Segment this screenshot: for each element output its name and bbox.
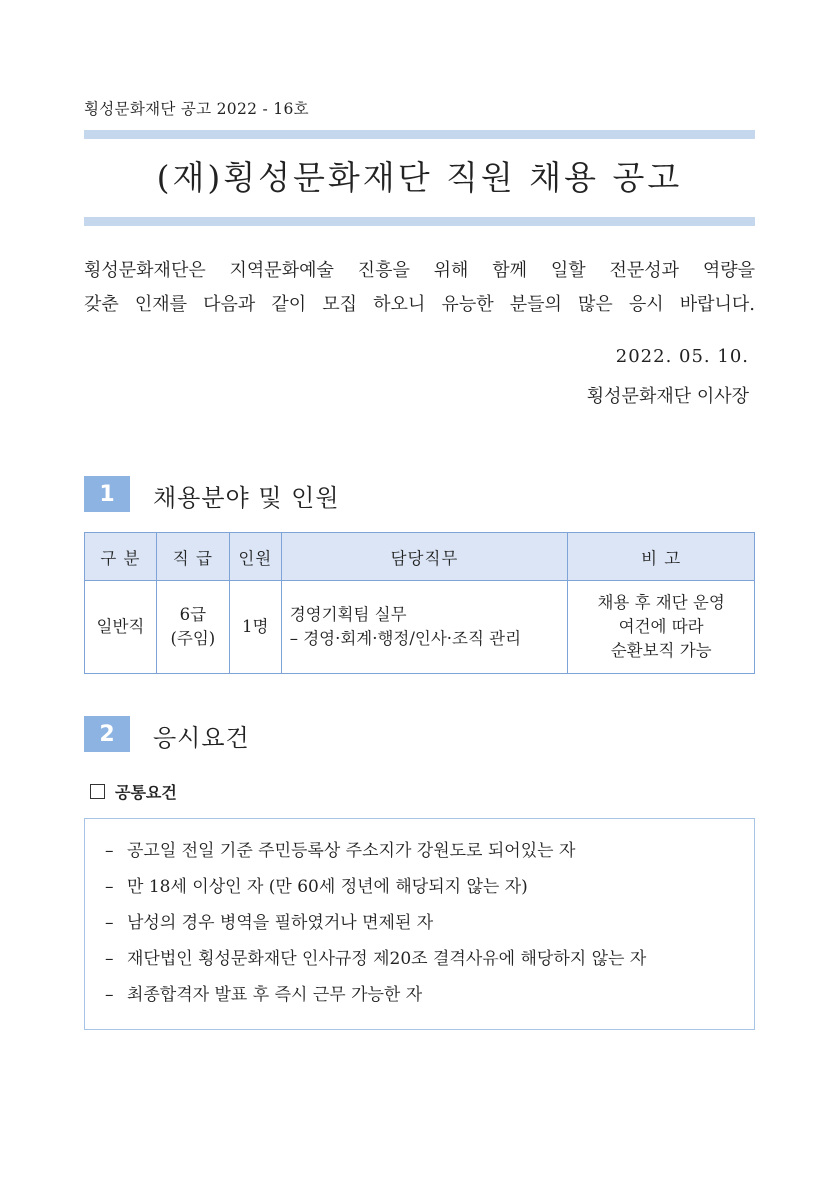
duty-line-1: 경영기획팀 실무: [289, 605, 407, 624]
dash-icon: –: [105, 913, 114, 933]
requirement-text: 재단법인 횡성문화재단 인사규정 제20조 결격사유에 해당하지 않는 자: [127, 949, 647, 969]
requirement-text: 공고일 전일 기준 주민등록상 주소지가 강원도로 되어있는 자: [127, 841, 576, 861]
header-category: 구 분: [85, 533, 157, 581]
header-grade: 직 급: [156, 533, 229, 581]
title-top-bar: [84, 130, 755, 139]
cell-count: 1명: [229, 581, 281, 674]
section-1-number: 1: [84, 476, 130, 512]
header-note: 비 고: [568, 533, 755, 581]
grade-line-2: (주임): [170, 629, 216, 648]
header-count: 인원: [229, 533, 281, 581]
notice-signer: 횡성문화재단 이사장: [586, 386, 749, 407]
requirements-box: [84, 818, 755, 1030]
checkbox-icon: [90, 784, 105, 799]
intro-line-2: 갖춘 인재를 다음과 같이 모집 하오니 유능한 분들의 많은 응시 바랍니다.: [84, 294, 755, 315]
notice-date: 2022. 05. 10.: [615, 346, 749, 367]
section-1-title: 채용분야 및 인원: [153, 484, 340, 512]
dash-icon: –: [105, 949, 114, 969]
intro-paragraph: [84, 254, 755, 322]
intro-line-1: 횡성문화재단은 지역문화예술 진흥을 위해 함께 일할 전문성과 역량을: [84, 260, 755, 281]
table-row: [85, 581, 755, 674]
note-line-1: 채용 후 재단 운영: [597, 593, 725, 612]
cell-note: [568, 581, 755, 674]
page-title: (재)횡성문화재단 직원 채용 공고: [156, 158, 683, 197]
requirement-text: 최종합격자 발표 후 즉시 근무 가능한 자: [127, 985, 423, 1005]
section-2-number: 2: [84, 716, 130, 752]
requirement-text: 만 18세 이상인 자 (만 60세 정년에 해당되지 않는 자): [127, 877, 528, 897]
list-item: [105, 875, 754, 911]
requirement-text: 남성의 경우 병역을 필하였거나 면제된 자: [127, 913, 434, 933]
notice-number: 횡성문화재단 공고 2022 - 16호: [84, 100, 309, 118]
subheading-label: 공통요건: [115, 783, 177, 802]
list-item: [105, 911, 754, 947]
cell-category: 일반직: [85, 581, 157, 674]
cell-grade: [156, 581, 229, 674]
section-2-title: 응시요건: [153, 724, 250, 752]
requirements-list: [85, 819, 754, 1019]
dash-icon: –: [105, 841, 114, 861]
list-item: [105, 983, 754, 1019]
table-header-row: [85, 533, 755, 581]
title-bottom-bar: [84, 217, 755, 226]
common-requirements-heading: [90, 780, 177, 803]
note-line-3: 순환보직 가능: [610, 641, 712, 660]
recruitment-table: [84, 532, 755, 674]
cell-duty: [281, 581, 568, 674]
grade-line-1: 6급: [179, 605, 207, 624]
list-item: [105, 839, 754, 875]
duty-line-2: – 경영·회계·행정/인사·조직 관리: [289, 629, 522, 648]
list-item: [105, 947, 754, 983]
header-duty: 담당직무: [281, 533, 568, 581]
dash-icon: –: [105, 985, 114, 1005]
note-line-2: 여건에 따라: [618, 617, 704, 636]
dash-icon: –: [105, 877, 114, 897]
